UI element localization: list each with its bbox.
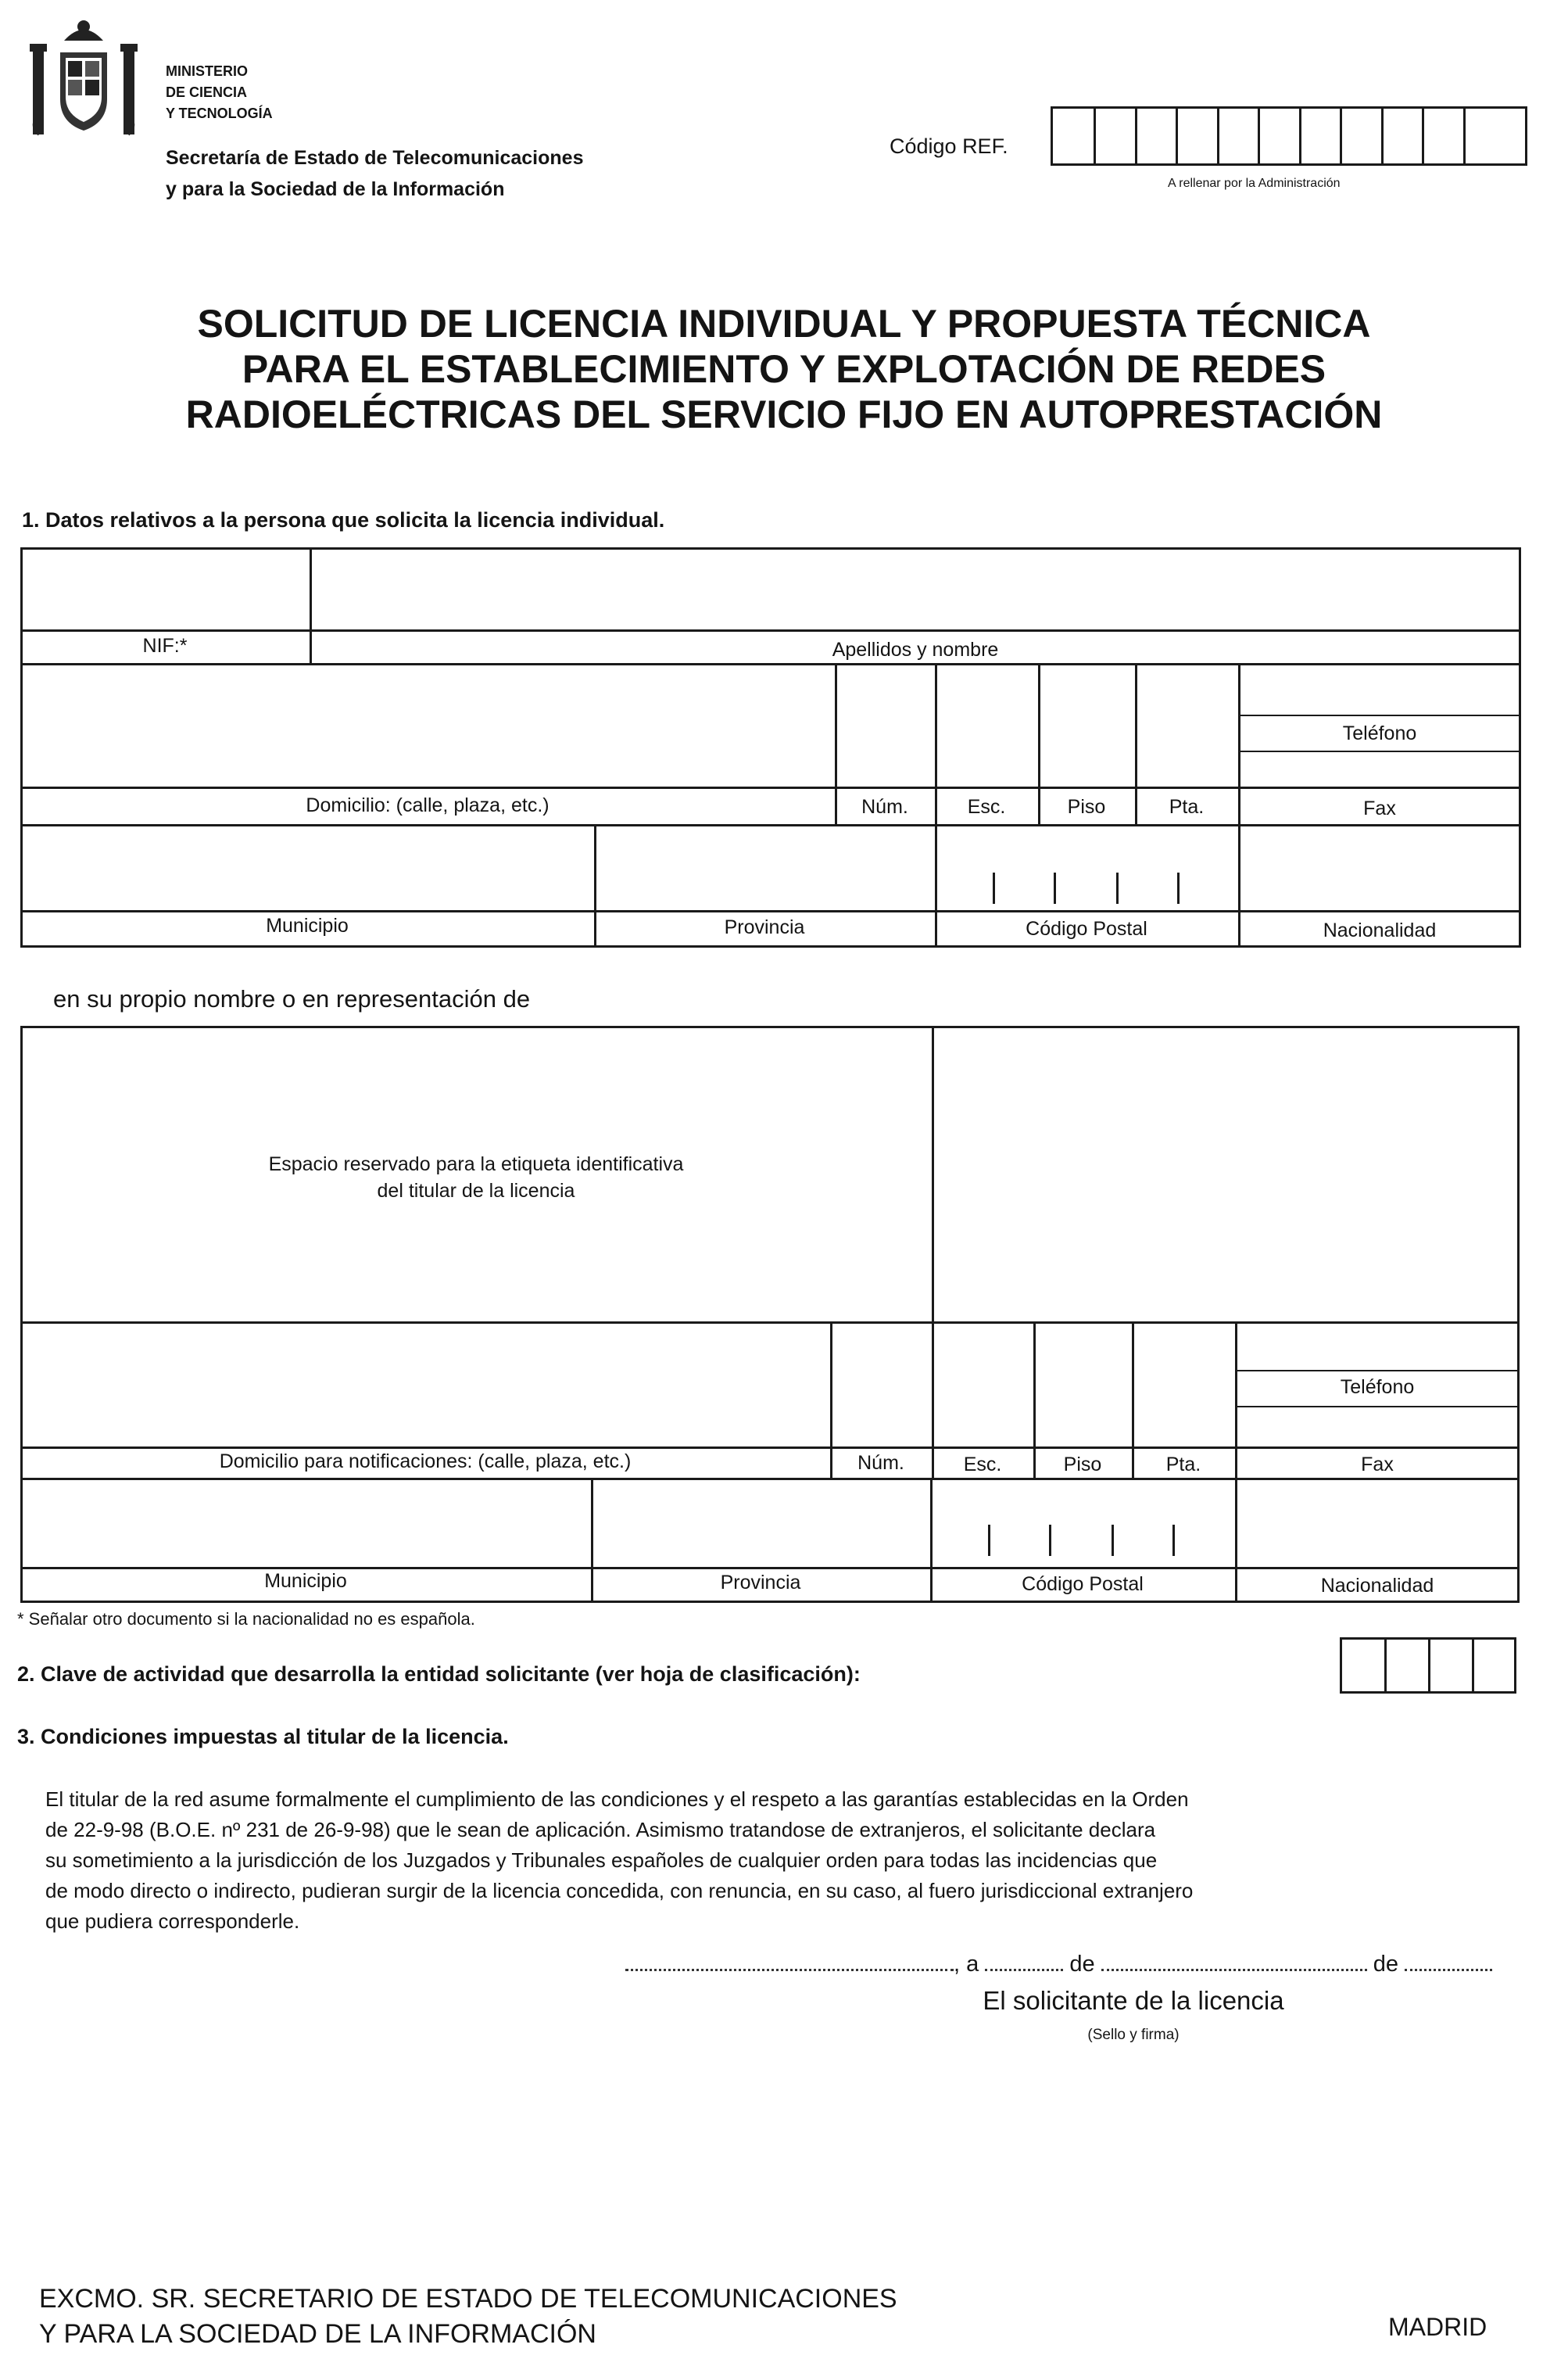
rep-domicilio-label: Domicilio para notificaciones: (calle, plaza, etc.) xyxy=(219,1450,632,1472)
num-input[interactable] xyxy=(837,665,935,787)
piso-label: Piso xyxy=(1067,796,1106,818)
section-2-heading: 2. Clave de actividad que desarrolla la entidad solicitante (ver hoja de clasificación): xyxy=(17,1662,861,1686)
ministry-line-3: Y TECNOLOGÍA xyxy=(166,106,273,121)
addressee xyxy=(39,2282,897,2352)
etiqueta-label xyxy=(20,1151,932,1204)
de-text-1: de xyxy=(1069,1952,1095,1977)
day-field[interactable] xyxy=(985,1952,1063,1971)
section-3-body xyxy=(45,1784,1523,1937)
section-3-heading: 3. Condiciones impuestas al titular de la licencia. xyxy=(17,1725,509,1748)
rep-nacionalidad-input[interactable] xyxy=(1237,1480,1517,1567)
rep-codigo-postal-input[interactable] xyxy=(933,1480,1235,1567)
rep-pta-input[interactable] xyxy=(1134,1324,1235,1446)
rep-provincia-label: Provincia xyxy=(720,1572,801,1593)
de-text-2: de xyxy=(1373,1952,1399,1977)
solicitante-label: El solicitante de la licencia xyxy=(983,1986,1284,2015)
representacion-text: en su propio nombre o en representación de xyxy=(53,985,531,1013)
body-line-4: de modo directo o indirecto, pudieran surgir de la licencia concedida, con renuncia, en su caso, al fuero jurisdiccional extranjero xyxy=(45,1879,1194,1902)
rep-esc-label: Esc. xyxy=(963,1454,1002,1475)
rep-esc-input[interactable] xyxy=(934,1324,1033,1446)
etiqueta-line-2: del titular de la licencia xyxy=(377,1180,575,1202)
apellidos-label: Apellidos y nombre xyxy=(832,639,999,661)
rep-telefono-input[interactable] xyxy=(1237,1324,1517,1370)
rep-num-input[interactable] xyxy=(832,1324,932,1446)
rep-provincia-input[interactable] xyxy=(593,1480,930,1567)
codigo-postal-label: Código Postal xyxy=(1026,918,1147,940)
form-title xyxy=(0,301,1568,437)
rep-piso-input[interactable] xyxy=(1036,1324,1132,1446)
sello-label: (Sello y firma) xyxy=(1087,2027,1180,2043)
domicilio-label: Domicilio: (calle, plaza, etc.) xyxy=(306,794,550,816)
secretaria-line-1: Secretaría de Estado de Telecomunicaciones xyxy=(166,147,584,169)
telefono-input[interactable] xyxy=(1240,665,1519,715)
ministry-line-1: MINISTERIO xyxy=(166,63,249,79)
body-line-1: El titular de la red asume formalmente el cumplimiento de las condiciones y el respeto a las garantías establecidas en la Orden xyxy=(45,1787,1189,1811)
coat-of-arms-icon xyxy=(25,17,142,142)
secretaria-name xyxy=(166,142,583,205)
rep-telefono-label: Teléfono xyxy=(1340,1376,1415,1398)
year-field[interactable] xyxy=(1405,1952,1492,1971)
rep-nacionalidad-label: Nacionalidad xyxy=(1320,1575,1434,1597)
date-place-line xyxy=(625,1952,1492,1977)
municipio-input[interactable] xyxy=(23,826,594,910)
nif-input[interactable] xyxy=(23,550,310,629)
addressee-line-1: EXCMO. SR. SECRETARIO DE ESTADO DE TELECOMUNICACIONES xyxy=(39,2284,897,2314)
telefono-label: Teléfono xyxy=(1342,722,1417,744)
rep-pta-label: Pta. xyxy=(1165,1454,1201,1475)
month-field[interactable] xyxy=(1101,1952,1367,1971)
rep-codigo-postal-label: Código Postal xyxy=(1022,1573,1144,1595)
body-line-3: su sometimiento a la jurisdicción de los Juzgados y Tribunales españoles de cualquier orden para todas las incidencias que xyxy=(45,1848,1158,1872)
title-line-1: SOLICITUD DE LICENCIA INDIVIDUAL Y PROPUESTA TÉCNICA xyxy=(197,302,1371,346)
provincia-label: Provincia xyxy=(724,916,805,938)
place-field[interactable] xyxy=(625,1952,954,1971)
body-line-2: de 22-9-98 (B.O.E. nº 231 de 26-9-98) que le sean de aplicación. Asimismo tratandose de extranjeros, el solicitante declara xyxy=(45,1818,1156,1841)
clave-actividad-field[interactable] xyxy=(1340,1637,1516,1694)
codigo-ref-label: Código REF. xyxy=(890,134,1008,158)
piso-input[interactable] xyxy=(1040,665,1135,787)
codigo-ref-field[interactable] xyxy=(1051,106,1527,166)
ministry-line-2: DE CIENCIA xyxy=(166,84,248,100)
num-label: Núm. xyxy=(861,796,908,818)
apellidos-nombre-input[interactable] xyxy=(312,550,1519,629)
municipio-label: Municipio xyxy=(266,915,349,937)
esc-input[interactable] xyxy=(937,665,1038,787)
rep-municipio-input[interactable] xyxy=(23,1480,591,1567)
admin-note: A rellenar por la Administración xyxy=(1168,177,1341,190)
domicilio-input[interactable] xyxy=(23,665,835,787)
etiqueta-line-1: Espacio reservado para la etiqueta identificativa xyxy=(268,1153,684,1175)
ministry-name xyxy=(166,61,273,124)
rep-num-label: Núm. xyxy=(857,1452,904,1474)
body-line-5: que pudiera corresponderle. xyxy=(45,1909,300,1933)
city: MADRID xyxy=(1388,2313,1487,2341)
rep-fax-label: Fax xyxy=(1361,1454,1394,1475)
a-text: , a xyxy=(954,1952,979,1977)
rep-piso-label: Piso xyxy=(1063,1454,1102,1475)
pta-input[interactable] xyxy=(1137,665,1238,787)
rep-fax-input[interactable] xyxy=(1237,1407,1517,1446)
footnote: * Señalar otro documento si la nacionalidad no es española. xyxy=(17,1609,475,1629)
secretaria-line-2: y para la Sociedad de la Información xyxy=(166,178,505,200)
nacionalidad-input[interactable] xyxy=(1240,826,1519,910)
rep-domicilio-input[interactable] xyxy=(23,1324,830,1446)
nacionalidad-label: Nacionalidad xyxy=(1323,920,1437,941)
codigo-postal-input[interactable] xyxy=(937,826,1238,910)
fax-input[interactable] xyxy=(1240,752,1519,787)
nif-label: NIF:* xyxy=(142,635,188,657)
fax-label: Fax xyxy=(1363,798,1396,819)
esc-label: Esc. xyxy=(967,796,1006,818)
addressee-line-2: Y PARA LA SOCIEDAD DE LA INFORMACIÓN xyxy=(39,2319,596,2349)
pta-label: Pta. xyxy=(1169,796,1205,818)
title-line-2: PARA EL ESTABLECIMIENTO Y EXPLOTACIÓN DE REDES xyxy=(242,347,1326,391)
title-line-3: RADIOELÉCTRICAS DEL SERVICIO FIJO EN AUTOPRESTACIÓN xyxy=(185,393,1383,436)
provincia-input[interactable] xyxy=(596,826,935,910)
rep-municipio-label: Municipio xyxy=(264,1570,347,1592)
titular-data-area[interactable] xyxy=(934,1028,1517,1321)
section-1-heading: 1. Datos relativos a la persona que solicita la licencia individual. xyxy=(22,508,665,532)
